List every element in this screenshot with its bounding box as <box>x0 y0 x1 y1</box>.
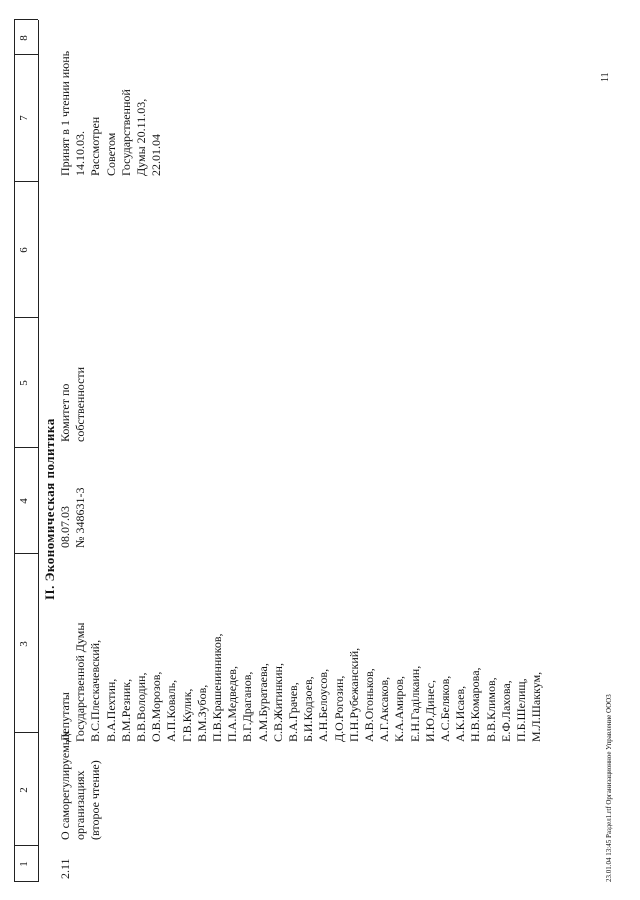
list-item: В.М.Зубов, <box>194 684 209 742</box>
status-line: Государственной <box>118 89 133 176</box>
column-divider <box>14 553 38 554</box>
bill-title <box>58 731 104 840</box>
list-item: П.А.Медведев, <box>225 666 240 742</box>
list-item: Государственной Думы <box>73 622 88 742</box>
column-divider <box>14 732 38 733</box>
bill-title-line: организациях <box>73 770 88 840</box>
column-number: 8 <box>18 35 30 41</box>
status-line: Думы 20.11.03, <box>134 98 149 176</box>
column-number: 3 <box>18 641 30 647</box>
registration-number: № 348631-3 <box>73 487 88 548</box>
bill-status <box>58 51 164 176</box>
column-number: 1 <box>18 861 30 867</box>
bill-title-line: (второе чтение) <box>88 760 103 840</box>
column-number: 2 <box>18 787 30 793</box>
list-item: К.А.Амиров, <box>392 675 407 742</box>
list-item: В.Г.Драганов, <box>240 671 255 742</box>
list-item: А.П.Коваль, <box>164 679 179 742</box>
list-item: В.В.Володин, <box>134 672 148 742</box>
list-item: В.С.Плескачевский, <box>88 639 103 742</box>
list-item: А.К.Исаев, <box>453 685 468 742</box>
column-divider <box>14 845 38 846</box>
initiators-label: Депутаты <box>58 692 72 742</box>
list-item: П.Н.Рубежанский, <box>346 647 361 742</box>
status-line: 14.10.03. <box>73 131 88 176</box>
list-item: С.В.Житинкин, <box>270 663 285 742</box>
column-number: 5 <box>18 380 30 386</box>
initiators-list <box>73 623 544 742</box>
list-item: В.А.Грачев, <box>286 682 301 742</box>
header-bottom-border <box>38 20 39 882</box>
list-item: Б.И.Кодзоев, <box>301 676 316 742</box>
column-number: 6 <box>18 247 30 253</box>
list-item: О.В.Морозов, <box>149 671 164 742</box>
list-item: Е.Ф.Лахова, <box>498 680 513 742</box>
list-item: А.М.Буратаева, <box>255 663 270 742</box>
status-line: 22.01.04 <box>149 134 164 176</box>
list-item: А.В.Огоньков, <box>362 668 377 742</box>
status-line: Советом <box>103 132 118 176</box>
row-number: 2.11 <box>58 858 72 879</box>
status-line: Принят в 1 чтении июнь <box>58 50 72 176</box>
bill-title-line: О саморегулируемых <box>58 731 72 840</box>
list-item: Г.В.Кулик, <box>179 688 194 742</box>
list-item: Н.В.Комарова, <box>468 667 483 742</box>
list-item: В.В.Климов, <box>483 677 498 742</box>
committee-line: Комитет по <box>58 383 72 442</box>
registration-date: 08.07.03 <box>58 506 72 548</box>
list-item: Д.О.Рогозин, <box>331 675 346 742</box>
column-divider <box>14 181 38 182</box>
table-top-border <box>14 20 15 882</box>
list-item: А.Г.Аксаков, <box>377 676 392 742</box>
column-divider <box>14 881 38 882</box>
section-title: II. Экономическая политика <box>42 418 57 600</box>
list-item: В.А.Пехтин, <box>103 678 118 742</box>
list-item: П.В.Крашенинников, <box>210 633 225 742</box>
column-divider <box>14 54 38 55</box>
column-number: 7 <box>18 115 30 121</box>
list-item: М.Л.Шаккум, <box>529 671 544 742</box>
column-number: 4 <box>18 498 30 504</box>
list-item: П.Б.Шелищ, <box>514 678 529 742</box>
column-divider <box>14 317 38 318</box>
registration-info <box>58 488 88 548</box>
page-number: 11 <box>600 72 611 82</box>
list-item: И.Ю.Динес, <box>422 680 437 742</box>
committee-line: собственности <box>73 366 88 442</box>
list-item: В.М.Резник, <box>118 678 133 742</box>
column-divider <box>14 19 38 20</box>
list-item: Е.Н.Гаділкаин, <box>407 665 422 742</box>
list-item: А.С.Беляков, <box>438 675 453 742</box>
responsible-committee <box>58 367 88 442</box>
list-item: А.Н.Белоусов, <box>316 668 331 742</box>
column-divider <box>14 447 38 448</box>
page-footer: 23.01.04 13:45 Раздел1.rtf Организационное Управление ООО3 <box>605 694 613 882</box>
status-line: Рассмотрен <box>88 116 103 176</box>
